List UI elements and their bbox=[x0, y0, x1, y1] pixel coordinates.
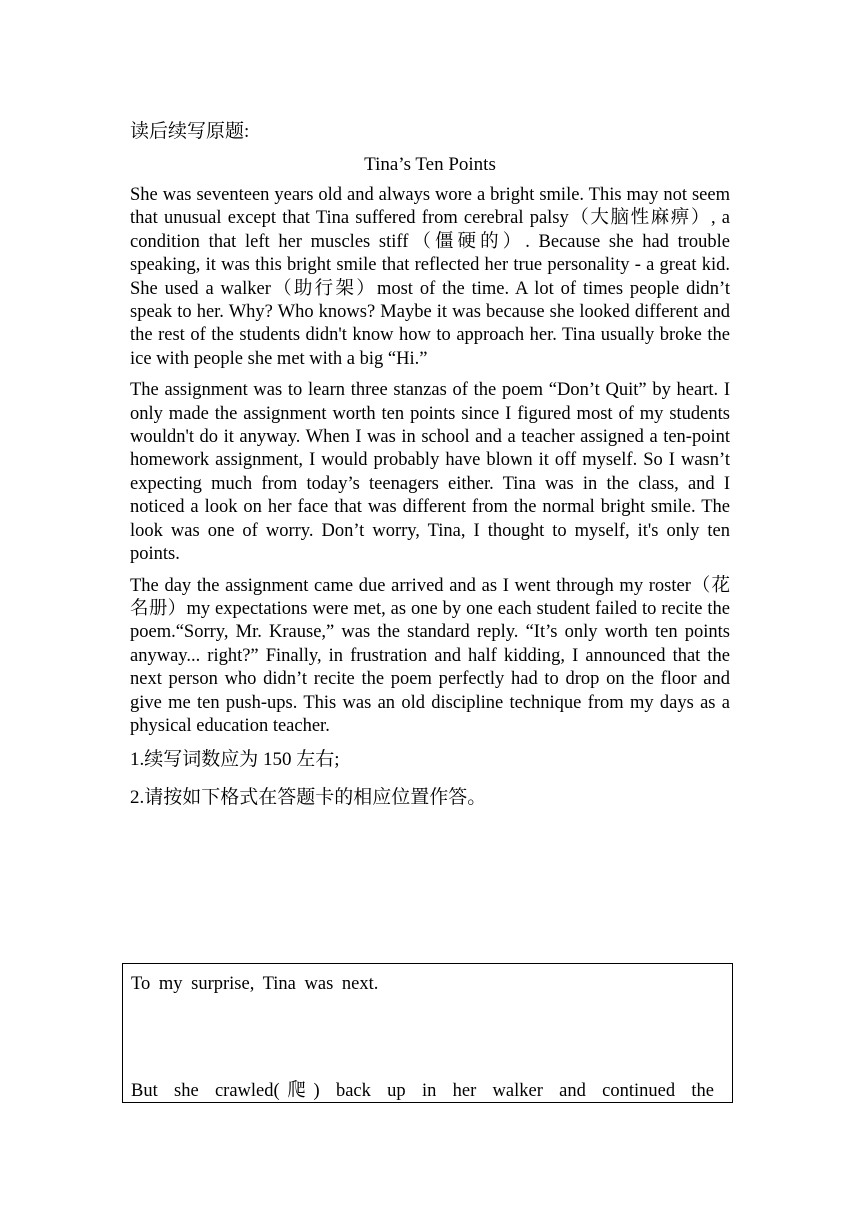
story-paragraph-3: The day the assignment came due arrived and as I went through my roster（花名册）my expectations were met, as one by one each student failed to recite the poem.“Sorry, Mr. Krause,” was the standard reply. “It’s only worth ten points anyway... right?” Finally, in frustration and half kidding, I announced that the next person who didn’t recite the poem perfectly had to drop on the floor and give me ten push-ups. This was an old discipline technique from my days as a physical education teacher. bbox=[130, 575, 730, 736]
story-paragraph-1: She was seventeen years old and always wore a bright smile. This may not seem that unusual except that Tina suffered from cerebral palsy（大脑性麻痹）, a condition that left her muscles stiff（僵硬的）. Because she had trouble speaking, it was this bright smile that reflected her true personality - a great kid. She used a walker（助行架）most of the time. A lot of times people didn’t speak to her. Why? Who knows? Maybe it was because she looked different and the rest of the students didn't know how to approach her. Tina usually broke the ice with people she met with a big “Hi.” bbox=[130, 185, 730, 369]
answer-box-first-line: To my surprise, Tina was next. bbox=[131, 974, 379, 994]
answer-box bbox=[122, 963, 733, 1103]
section-heading: 读后续写原题: bbox=[130, 121, 250, 142]
story-paragraph-2: The assignment was to learn three stanzas of the poem “Don’t Quit” by heart. I only made the assignment worth ten points since I figured most of my students wouldn't do it anyway. When I was in school and a teacher assigned a ten-point homework assignment, I would probably have blown it off myself. So I wasn’t expecting much from today’s teenagers either. Tina was in the class, and I noticed a look on her face that was different from the normal bright smile. The look was one of worry. Don’t worry, Tina, I thought to myself, it's only ten points. bbox=[130, 380, 730, 565]
requirement-format: 2.请按如下格式在答题卡的相应位置作答。 bbox=[130, 787, 487, 809]
answer-box-second-line: But she crawled(爬) back up in her walker and continued the bbox=[131, 1081, 714, 1101]
requirement-word-count: 1.续写词数应为 150 左右; bbox=[130, 749, 340, 771]
document-page bbox=[130, 118, 730, 822]
story-title: Tina’s Ten Points bbox=[364, 154, 496, 175]
